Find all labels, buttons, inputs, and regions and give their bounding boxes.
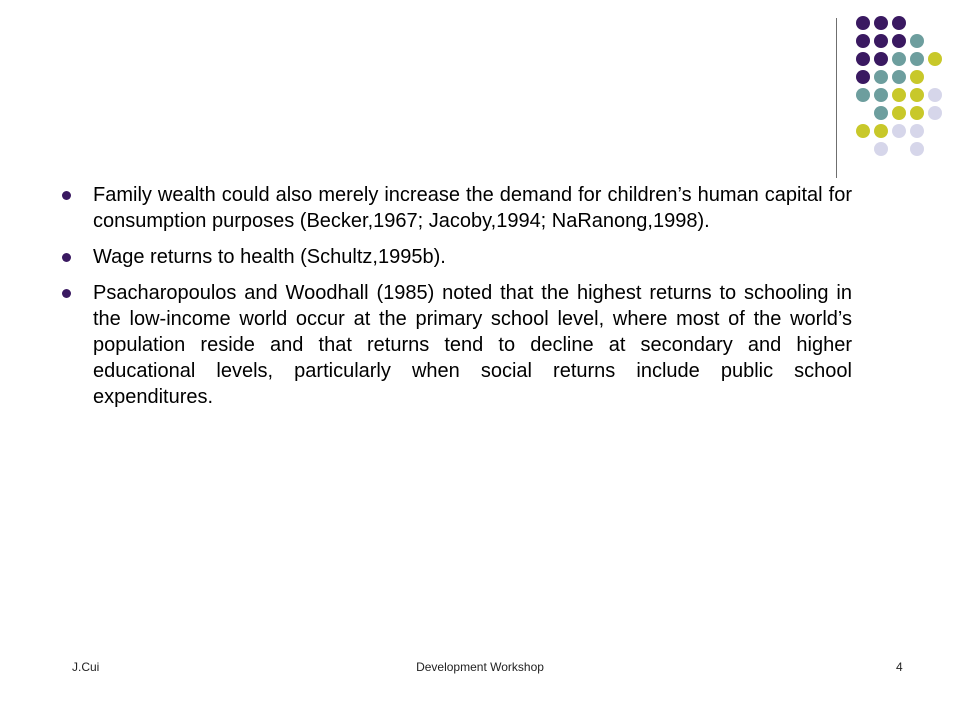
decorative-dot-yellow	[910, 106, 924, 120]
decorative-dot-lavender	[928, 88, 942, 102]
decorative-dot-purple	[856, 34, 870, 48]
decorative-dot-yellow	[892, 88, 906, 102]
decorative-dot-teal	[892, 70, 906, 84]
decorative-dot-yellow	[856, 124, 870, 138]
decorative-dot-lavender	[910, 124, 924, 138]
bullet-dot-icon	[62, 191, 71, 200]
decorative-dot-lavender	[892, 124, 906, 138]
bullet-text: Wage returns to health (Schultz,1995b).	[93, 246, 446, 268]
decorative-dot-lavender	[928, 106, 942, 120]
decorative-dot-purple	[892, 16, 906, 30]
decorative-dot-purple	[874, 52, 888, 66]
decorative-dot-teal	[874, 106, 888, 120]
decorative-dot-purple	[856, 16, 870, 30]
decorative-dot-yellow	[892, 106, 906, 120]
vertical-divider-line	[836, 18, 837, 178]
bullet-list	[62, 182, 852, 410]
bullet-item	[62, 182, 852, 234]
bullet-item	[62, 280, 852, 410]
bullet-text: Family wealth could also merely increase the demand for children’s human capital for consumption purposes (Becker,1967; Jacoby,1994; NaRanong,1998).	[93, 184, 852, 232]
decorative-dot-purple	[874, 16, 888, 30]
decorative-dot-teal	[910, 34, 924, 48]
decorative-dot-yellow	[874, 124, 888, 138]
bullet-text: Psacharopoulos and Woodhall (1985) noted that the highest returns to schooling in the low-income world occur at the primary school level, where most of the world’s population reside and that returns tend to decline at secondary and higher educational levels, particularly when social returns include public school expenditures.	[93, 282, 852, 408]
slide-number: 4	[896, 660, 903, 674]
decorative-dot-yellow	[928, 52, 942, 66]
decorative-dot-purple	[856, 52, 870, 66]
dot-grid-decoration	[0, 0, 960, 200]
decorative-dot-lavender	[910, 142, 924, 156]
decorative-dot-lavender	[874, 142, 888, 156]
bullet-item	[62, 244, 852, 270]
decorative-dot-purple	[892, 34, 906, 48]
decorative-dot-purple	[874, 34, 888, 48]
decorative-dot-teal	[874, 88, 888, 102]
bullet-dot-icon	[62, 253, 71, 262]
bullet-dot-icon	[62, 289, 71, 298]
decorative-dot-teal	[910, 52, 924, 66]
decorative-dot-yellow	[910, 70, 924, 84]
decorative-dot-purple	[856, 70, 870, 84]
decorative-dot-teal	[874, 70, 888, 84]
decorative-dot-teal	[856, 88, 870, 102]
decorative-dot-teal	[892, 52, 906, 66]
decorative-dot-yellow	[910, 88, 924, 102]
footer-author: J.Cui	[72, 660, 100, 674]
footer-title: Development Workshop	[416, 660, 544, 674]
slide-body	[62, 182, 852, 420]
